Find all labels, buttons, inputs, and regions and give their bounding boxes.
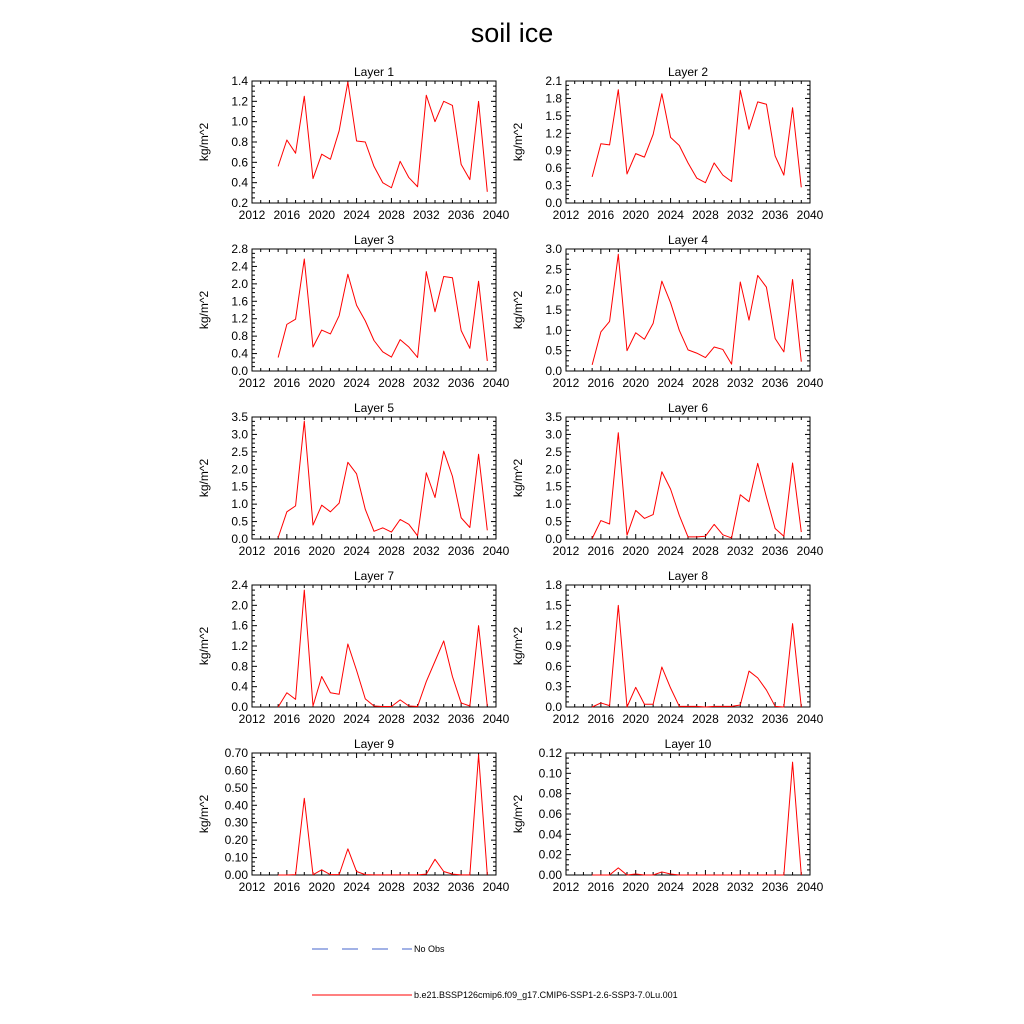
- x-tick-label: 2016: [587, 712, 615, 726]
- y-tick-label: 0.40: [224, 798, 248, 813]
- x-tick-label: 2020: [622, 208, 650, 222]
- x-tick-label: 2040: [796, 880, 824, 894]
- x-tick-label: 2032: [726, 544, 754, 558]
- y-tick-label: 2.4: [231, 259, 248, 274]
- panel-title: Layer 8: [667, 569, 709, 583]
- y-tick-label: 0.50: [224, 780, 248, 795]
- panel-layer-1: [197, 65, 510, 222]
- y-tick-label: 0.5: [545, 343, 562, 358]
- y-tick-label: 1.5: [231, 479, 248, 494]
- y-tick-label: 0.8: [231, 135, 248, 149]
- y-tick-label: 0.0: [231, 364, 248, 378]
- series-line: [278, 259, 487, 361]
- x-tick-label: 2020: [308, 880, 336, 894]
- panel-title: Layer 4: [667, 233, 709, 247]
- y-axis-label: kg/m^2: [197, 458, 211, 498]
- panel-title: Layer 7: [353, 569, 395, 583]
- y-tick-label: 3.5: [231, 410, 248, 424]
- x-tick-label: 2028: [378, 376, 405, 390]
- y-tick-label: 0.00: [538, 868, 562, 882]
- y-tick-label: 0.6: [545, 659, 562, 674]
- panel-title: Layer 2: [667, 65, 709, 79]
- x-tick-label: 2032: [726, 208, 754, 222]
- x-tick-label: 2024: [343, 544, 370, 558]
- x-tick-label: 2036: [447, 208, 475, 222]
- y-axis-label: kg/m^2: [197, 290, 211, 330]
- y-tick-label: 2.4: [231, 578, 248, 592]
- x-tick-label: 2016: [273, 208, 301, 222]
- y-tick-label: 1.2: [231, 94, 248, 109]
- x-tick-label: 2032: [726, 376, 754, 390]
- panel-title: Layer 3: [353, 233, 395, 247]
- y-tick-label: 3.5: [545, 410, 562, 424]
- x-tick-label: 2016: [587, 880, 615, 894]
- series-line: [278, 755, 487, 875]
- y-tick-label: 2.0: [231, 598, 248, 613]
- y-tick-label: 0.6: [231, 155, 248, 170]
- panel-layer-2: [511, 65, 824, 222]
- y-tick-label: 0.10: [538, 766, 562, 781]
- x-tick-label: 2012: [552, 208, 580, 222]
- x-tick-label: 2028: [378, 208, 405, 222]
- x-tick-label: 2028: [692, 712, 719, 726]
- x-tick-label: 2032: [412, 376, 440, 390]
- panel-layer-6: [511, 401, 824, 558]
- x-tick-label: 2024: [343, 712, 370, 726]
- x-tick-label: 2036: [761, 376, 789, 390]
- x-tick-label: 2032: [412, 880, 440, 894]
- y-tick-label: 2.0: [231, 462, 248, 477]
- panel-layer-7: [197, 569, 510, 726]
- x-tick-label: 2036: [761, 208, 789, 222]
- plot-frame: [566, 753, 810, 875]
- plot-frame: [566, 81, 810, 203]
- series-line: [592, 433, 801, 539]
- x-tick-label: 2024: [657, 544, 684, 558]
- x-tick-label: 2016: [587, 544, 615, 558]
- y-axis-label: kg/m^2: [511, 122, 525, 162]
- y-axis-label: kg/m^2: [197, 122, 211, 162]
- y-tick-label: 1.2: [545, 618, 562, 633]
- x-tick-label: 2016: [273, 544, 301, 558]
- x-tick-label: 2024: [657, 376, 684, 390]
- legend-item-model: [312, 990, 678, 1000]
- y-tick-label: 1.0: [545, 323, 562, 338]
- x-tick-label: 2036: [761, 880, 789, 894]
- plot-frame: [252, 417, 496, 539]
- x-tick-label: 2020: [308, 712, 336, 726]
- y-tick-label: 2.5: [545, 262, 562, 277]
- x-tick-label: 2020: [308, 208, 336, 222]
- panel-layer-4: [511, 233, 824, 390]
- y-tick-label: 0.8: [231, 329, 248, 344]
- x-tick-label: 2024: [657, 880, 684, 894]
- legend: [312, 944, 678, 1000]
- series-line: [278, 421, 487, 537]
- x-tick-label: 2040: [796, 376, 824, 390]
- y-tick-label: 0.4: [231, 679, 248, 694]
- y-tick-label: 0.4: [231, 346, 248, 361]
- y-tick-label: 3.0: [545, 242, 562, 256]
- x-tick-label: 2016: [273, 376, 301, 390]
- y-tick-label: 0.20: [224, 833, 248, 848]
- y-axis-label: kg/m^2: [511, 290, 525, 330]
- x-tick-label: 2028: [692, 880, 719, 894]
- x-tick-label: 2040: [482, 376, 510, 390]
- y-tick-label: 0.70: [224, 746, 248, 760]
- y-tick-label: 2.5: [231, 444, 248, 459]
- x-tick-label: 2036: [447, 712, 475, 726]
- panel-title: Layer 5: [353, 401, 395, 415]
- plot-frame: [252, 753, 496, 875]
- x-tick-label: 2032: [726, 880, 754, 894]
- y-tick-label: 0.0: [545, 532, 562, 546]
- x-tick-label: 2020: [622, 376, 650, 390]
- x-tick-label: 2012: [552, 376, 580, 390]
- y-tick-label: 2.5: [545, 444, 562, 459]
- x-tick-label: 2040: [796, 544, 824, 558]
- x-tick-label: 2012: [552, 880, 580, 894]
- x-tick-label: 2028: [378, 880, 405, 894]
- panel-layer-10: [511, 737, 824, 894]
- panel-title: Layer 9: [353, 737, 395, 751]
- x-tick-label: 2040: [796, 712, 824, 726]
- y-tick-label: 0.04: [538, 827, 562, 842]
- y-tick-label: 0.9: [545, 143, 562, 158]
- y-tick-label: 1.8: [545, 578, 562, 592]
- y-tick-label: 0.2: [231, 196, 248, 210]
- series-line: [592, 90, 801, 188]
- legend-label-model: b.e21.BSSP126cmip6.f09_g17.CMIP6-SSP1-2.6-SSP3-7.0Lu.001: [414, 990, 678, 1000]
- x-tick-label: 2012: [552, 544, 580, 558]
- legend-item-no-obs: [312, 944, 445, 954]
- series-line: [278, 82, 487, 192]
- y-tick-label: 0.8: [231, 659, 248, 674]
- y-tick-label: 0.9: [545, 639, 562, 653]
- x-tick-label: 2012: [238, 376, 266, 390]
- plot-frame: [566, 249, 810, 371]
- x-tick-label: 2036: [447, 880, 475, 894]
- x-tick-label: 2032: [726, 712, 754, 726]
- y-tick-label: 0.12: [538, 746, 562, 760]
- y-tick-label: 3.0: [545, 427, 562, 442]
- x-tick-label: 2016: [273, 712, 301, 726]
- y-tick-label: 0.02: [538, 847, 562, 862]
- legend-label-no-obs: No Obs: [414, 944, 445, 954]
- y-tick-label: 0.30: [224, 815, 248, 830]
- y-axis-label: kg/m^2: [511, 794, 525, 834]
- x-tick-label: 2028: [692, 544, 719, 558]
- y-tick-label: 1.8: [545, 91, 562, 106]
- y-tick-label: 3.0: [231, 427, 248, 442]
- y-tick-label: 1.0: [231, 114, 248, 129]
- plot-frame: [566, 585, 810, 707]
- x-tick-label: 2020: [308, 544, 336, 558]
- panel-title: Layer 6: [667, 401, 709, 415]
- y-tick-label: 1.0: [231, 497, 248, 512]
- y-tick-label: 0.0: [545, 364, 562, 378]
- y-tick-label: 0.0: [545, 196, 562, 210]
- y-tick-label: 2.0: [545, 282, 562, 297]
- y-tick-label: 0.00: [224, 868, 248, 882]
- x-tick-label: 2040: [482, 880, 510, 894]
- panel-layer-3: [197, 233, 510, 390]
- plot-frame: [252, 585, 496, 707]
- x-tick-label: 2020: [622, 712, 650, 726]
- x-tick-label: 2024: [343, 376, 370, 390]
- y-tick-label: 2.1: [545, 74, 562, 88]
- x-tick-label: 2012: [238, 880, 266, 894]
- x-tick-label: 2036: [761, 712, 789, 726]
- x-tick-label: 2016: [587, 208, 615, 222]
- y-tick-label: 1.2: [545, 126, 562, 141]
- y-tick-label: 2.0: [545, 462, 562, 477]
- y-tick-label: 1.0: [545, 497, 562, 512]
- x-tick-label: 2040: [482, 208, 510, 222]
- y-axis-label: kg/m^2: [511, 626, 525, 666]
- x-tick-label: 2012: [238, 712, 266, 726]
- x-tick-label: 2040: [482, 712, 510, 726]
- y-tick-label: 0.0: [231, 700, 248, 714]
- x-tick-label: 2024: [343, 208, 370, 222]
- y-tick-label: 0.06: [538, 807, 562, 821]
- panel-layer-9: [197, 737, 510, 894]
- panel-layer-8: [511, 569, 824, 726]
- x-tick-label: 2016: [587, 376, 615, 390]
- y-tick-label: 1.5: [545, 598, 562, 613]
- x-tick-label: 2012: [238, 208, 266, 222]
- x-tick-label: 2024: [657, 208, 684, 222]
- plot-frame: [252, 249, 496, 371]
- x-tick-label: 2020: [308, 376, 336, 390]
- y-tick-label: 1.6: [231, 294, 248, 309]
- x-tick-label: 2040: [796, 208, 824, 222]
- x-tick-label: 2028: [692, 376, 719, 390]
- series-line: [592, 254, 801, 365]
- x-tick-label: 2032: [412, 712, 440, 726]
- panels-group: [197, 65, 824, 894]
- y-tick-label: 0.3: [545, 178, 562, 193]
- panel-title: Layer 10: [664, 737, 712, 751]
- x-tick-label: 2028: [692, 208, 719, 222]
- x-tick-label: 2032: [412, 208, 440, 222]
- y-tick-label: 0.3: [545, 679, 562, 694]
- y-tick-label: 2.8: [231, 242, 248, 256]
- y-tick-label: 2.0: [231, 276, 248, 291]
- y-tick-label: 1.5: [545, 479, 562, 494]
- series-line: [592, 762, 801, 875]
- x-tick-label: 2020: [622, 880, 650, 894]
- x-tick-label: 2028: [378, 712, 405, 726]
- y-tick-label: 0.0: [231, 532, 248, 546]
- x-tick-label: 2036: [447, 544, 475, 558]
- x-tick-label: 2012: [238, 544, 266, 558]
- y-tick-label: 1.5: [545, 108, 562, 123]
- y-tick-label: 0.5: [231, 514, 248, 529]
- y-tick-label: 1.4: [231, 74, 248, 88]
- series-line: [592, 605, 801, 707]
- x-tick-label: 2036: [761, 544, 789, 558]
- x-tick-label: 2040: [482, 544, 510, 558]
- y-axis-label: kg/m^2: [197, 794, 211, 834]
- figure-title: soil ice: [470, 18, 554, 48]
- x-tick-label: 2032: [412, 544, 440, 558]
- panel-title: Layer 1: [353, 65, 395, 79]
- y-tick-label: 1.2: [231, 639, 248, 653]
- y-tick-label: 0.4: [231, 175, 248, 190]
- y-tick-label: 0.10: [224, 850, 248, 865]
- y-tick-label: 0.5: [545, 514, 562, 529]
- series-line: [278, 590, 487, 707]
- panel-layer-5: [197, 401, 510, 558]
- x-tick-label: 2024: [343, 880, 370, 894]
- x-tick-label: 2012: [552, 712, 580, 726]
- y-tick-label: 1.6: [231, 618, 248, 633]
- y-tick-label: 1.5: [545, 303, 562, 317]
- y-tick-label: 1.2: [231, 311, 248, 326]
- y-tick-label: 0.6: [545, 161, 562, 176]
- y-axis-label: kg/m^2: [511, 458, 525, 498]
- y-tick-label: 0.08: [538, 786, 562, 801]
- x-tick-label: 2028: [378, 544, 405, 558]
- y-tick-label: 0.0: [545, 700, 562, 714]
- x-tick-label: 2020: [622, 544, 650, 558]
- y-axis-label: kg/m^2: [197, 626, 211, 666]
- y-tick-label: 0.60: [224, 763, 248, 778]
- x-tick-label: 2036: [447, 376, 475, 390]
- x-tick-label: 2024: [657, 712, 684, 726]
- x-tick-label: 2016: [273, 880, 301, 894]
